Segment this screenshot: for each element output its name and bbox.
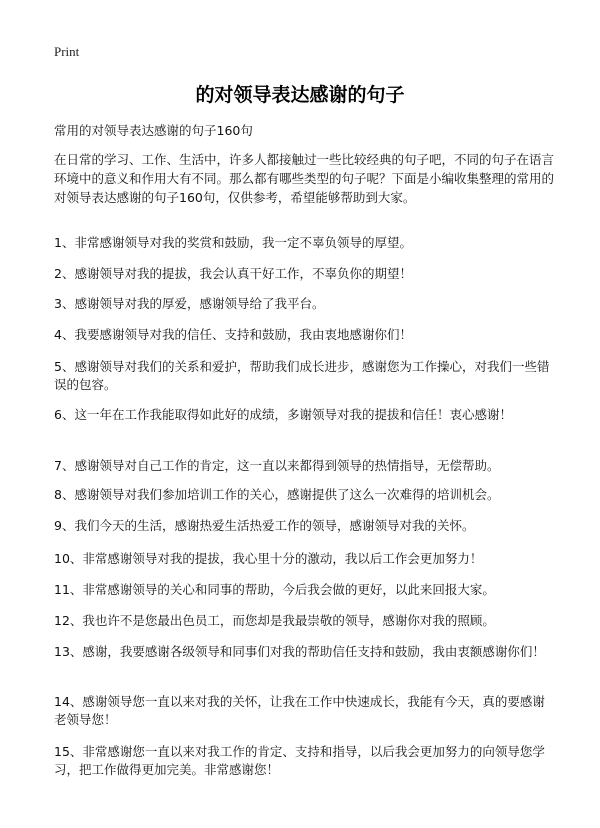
list-item: 4、我要感谢领导对我的信任、支持和鼓励，我由衷地感谢你们！ bbox=[54, 327, 412, 342]
list-item: 5、感谢领导对我们的关系和爱护，帮助我们成长进步，感谢您为工作操心，对我们一些错误的包容。 bbox=[54, 359, 550, 392]
list-item: 2、感谢领导对我的提拔，我会认真干好工作，不辜负你的期望！ bbox=[54, 266, 412, 281]
list-item: 1、非常感谢领导对我的奖赏和鼓励，我一定不辜负领导的厚望。 bbox=[54, 235, 412, 250]
list-item: 14、感谢领导您一直以来对我的关怀，让我在工作中快速成长，我能有今天，真的要感谢老领导您！ bbox=[54, 694, 545, 727]
list-item: 6、这一年在工作我能取得如此好的成绩，多谢领导对我的提拔和信任！衷心感谢！ bbox=[54, 407, 512, 422]
list-item: 11、非常感谢领导的关心和同事的帮助，今后我会做的更好，以此来回报大家。 bbox=[54, 582, 495, 597]
print-link[interactable]: Print bbox=[54, 44, 80, 59]
list-item: 12、我也许不是您最出色员工，而您却是我最崇敬的领导，感谢你对我的照顾。 bbox=[54, 613, 495, 628]
list-item: 8、感谢领导对我们参加培训工作的关心，感谢提供了这么一次难得的培训机会。 bbox=[54, 487, 500, 502]
list-item: 10、非常感谢领导对我的提拔，我心里十分的激动，我以后工作会更加努力！ bbox=[54, 551, 483, 566]
intro-paragraph: 在日常的学习、工作、生活中，许多人都接触过一些比较经典的句子吧，不同的句子在语言环境中的意义和作用大有不同。那么都有哪些类型的句子呢？下面是小编收集整理的常用的对领导表达感谢的句子160句，仅供参考，希望能够帮助到大家。 bbox=[54, 152, 555, 205]
document-subtitle: 常用的对领导表达感谢的句子160句 bbox=[54, 123, 253, 138]
page-title: 的对领导表达感谢的句子 bbox=[195, 84, 405, 106]
list-item: 15、非常感谢您一直以来对我工作的肯定、支持和指导，以后我会更加努力的向领导您学习，把工作做得更加完美。非常感谢您！ bbox=[54, 744, 545, 777]
list-item: 13、感谢，我要感谢各级领导和同事们对我的帮助信任支持和鼓励，我由衷额感谢你们！ bbox=[54, 644, 545, 659]
list-item: 9、我们今天的生活，感谢热爱生活热爱工作的领导，感谢领导对我的关怀。 bbox=[54, 518, 475, 533]
list-item: 7、感谢领导对自己工作的肯定，这一直以来都得到领导的热情指导，无偿帮助。 bbox=[54, 458, 500, 473]
list-item: 3、感谢领导对我的厚爱，感谢领导给了我平台。 bbox=[54, 296, 325, 311]
